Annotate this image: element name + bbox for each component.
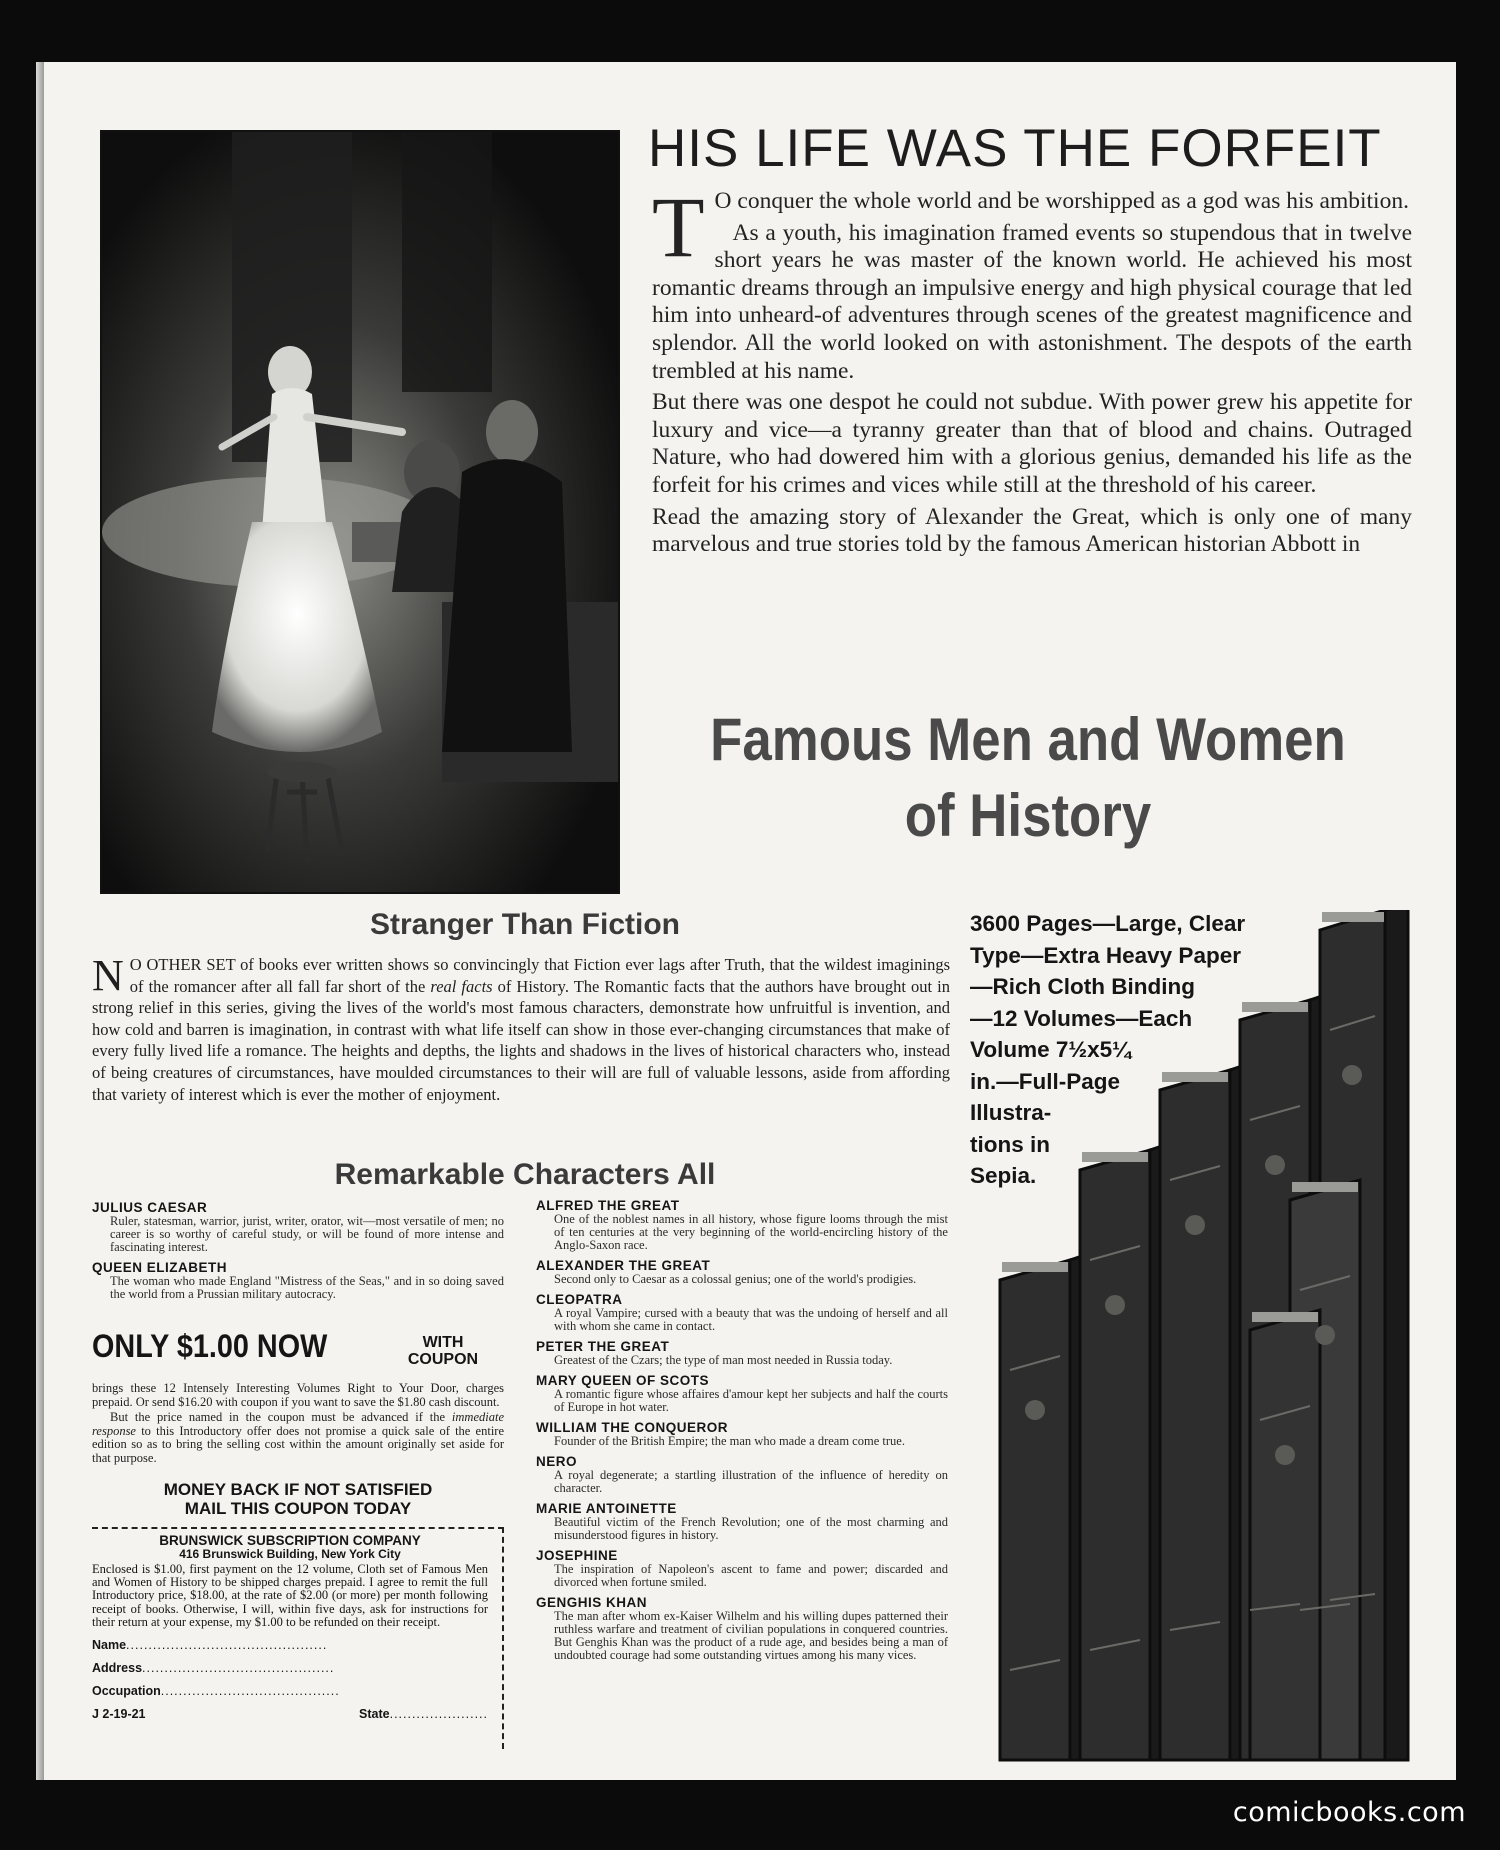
character-name: MARIE ANTOINETTE bbox=[536, 1501, 677, 1516]
intro-p1-text: O conquer the whole world and be worshipped as a god was his ambition. bbox=[714, 188, 1409, 214]
specs-line: Sepia. bbox=[970, 1163, 1037, 1188]
drop-cap: T bbox=[652, 179, 705, 275]
specs-line: —12 Volumes—Each bbox=[970, 1005, 1193, 1031]
state-field[interactable] bbox=[359, 1707, 488, 1721]
character-desc: The man after whom ex-Kaiser Wilhelm and his willing dupes patterned their ruthless warfare and treatment of civilian populations in conquered countries. But Genghis Khan was the product of a rude age, and besides being a man of undoubted courage had some outstanding virtues among his many vices. bbox=[554, 1609, 948, 1662]
intro-paragraph-2: As a youth, his imagination framed events so stupendous that in twelve short years he was master of the known world. He achieved his most romantic dreams through an impulsive energy and high physical courage that led him into unheard-of adventures through scenes of the greatest magnificence and splendor. All the world looked on with astonishment. The despots of the earth trembled at his name. bbox=[652, 219, 1412, 384]
intro-paragraph-3: But there was one despot he could not subdue. With power grew his appetite for luxury and vice—a tyranny greater than that of blood and chains. Outraged Nature, who had dowered him with a glorious genius, demanded his life as the forfeit for his crimes and vices while still at the threshold of his career. bbox=[652, 389, 1412, 498]
character-name: QUEEN ELIZABETH bbox=[92, 1260, 228, 1275]
character-entry bbox=[536, 1198, 948, 1252]
book-specifications bbox=[970, 908, 1320, 1192]
address-label: Address bbox=[92, 1661, 143, 1676]
occupation-dotted-line[interactable]: ........................................ bbox=[160, 1684, 340, 1699]
book-title-line-2: of History bbox=[904, 782, 1152, 849]
stranger-text-b: of History. The Romantic facts that the authors have brought out in strong relief in this series, giving the lives of the world's most famous characters, demonstrate how unfruitful is invention, and how cold and barren is imagination, in contrast with what life itself can show in those ever-changing circumstances that make of every fully lived life a romance. The heights and depths, the lights and shadows in the lives of historical characters who, instead of being creatures of circumstances, have moulded circumstances to their will are full of valuable lessons, aside from affording that variety of interest which is ever the mother of enjoyment. bbox=[92, 976, 950, 1104]
mail-coupon-text: MAIL THIS COUPON TODAY bbox=[184, 1499, 412, 1518]
character-entry bbox=[536, 1258, 948, 1286]
with-coupon-label bbox=[384, 1334, 502, 1368]
character-entry bbox=[536, 1339, 948, 1367]
offer-paragraph-1: brings these 12 Intensely Interesting Volumes Right to Your Door, charges prepaid. Or send $16.20 with coupon if you want to save the $1.80 cash discount. bbox=[92, 1381, 504, 1409]
characters-left-column bbox=[92, 1200, 504, 1307]
address-dotted-line[interactable]: ........................................... bbox=[142, 1661, 335, 1676]
intro-paragraph-4: Read the amazing story of Alexander the Great, which is only one of many marvelous and true stories told by the famous American historian Abbott in bbox=[652, 503, 1412, 558]
address-field[interactable] bbox=[92, 1661, 488, 1675]
stranger-text-em: real facts bbox=[430, 976, 493, 996]
stranger-than-fiction-text bbox=[92, 951, 950, 1105]
illustration-banquet-scene bbox=[100, 130, 620, 894]
specs-line: —Rich Cloth Binding bbox=[970, 974, 1195, 999]
money-back-notice bbox=[92, 1480, 504, 1518]
character-entry bbox=[92, 1200, 504, 1254]
coupon-text: Enclosed is $1.00, first payment on the 12 volume, Cloth set of Famous Men and Women of History to be shipped charges prepaid. I agree to remit the full Introductory price, $18.00, at the rate of $2.00 (or more) per month following receipt of books. Otherwise, I will, within five days, ask for instructions for their return at your expense, my $1.00 to be refunded on their receipt. bbox=[92, 1562, 488, 1629]
character-name: NERO bbox=[536, 1454, 578, 1469]
specs-line: Type—Extra Heavy Paper bbox=[970, 942, 1241, 968]
character-desc: A royal Vampire; cursed with a beauty that was the undoing of herself and all with whom she came in contact. bbox=[554, 1306, 948, 1333]
character-entry bbox=[536, 1292, 948, 1333]
page-edge-left bbox=[36, 62, 44, 1780]
character-entry bbox=[536, 1548, 948, 1589]
specs-line: Illustra- bbox=[970, 1100, 1052, 1125]
order-coupon[interactable] bbox=[92, 1527, 504, 1749]
specs-line: Volume 7½x5¼ bbox=[970, 1037, 1131, 1062]
character-name: JULIUS CAESAR bbox=[92, 1200, 208, 1215]
character-desc: Greatest of the Czars; the type of man most needed in Russia today. bbox=[554, 1353, 893, 1367]
offer-text bbox=[92, 1382, 504, 1468]
intro-paragraph-1 bbox=[652, 179, 1412, 275]
book-title bbox=[694, 702, 1363, 854]
offer-p2em: immediate response bbox=[92, 1410, 504, 1438]
character-entry bbox=[536, 1420, 948, 1448]
money-back-text: MONEY BACK IF NOT SATISFIED bbox=[163, 1480, 433, 1499]
name-label: Name bbox=[92, 1638, 127, 1653]
stranger-than-fiction-heading: Stranger Than Fiction bbox=[369, 908, 681, 941]
specs-line: in.—Full-Page bbox=[970, 1068, 1121, 1094]
offer-paragraph-2 bbox=[92, 1411, 504, 1465]
characters-right-column bbox=[536, 1198, 948, 1668]
intro-text bbox=[652, 179, 1412, 559]
character-name: PETER THE GREAT bbox=[536, 1339, 670, 1354]
stranger-text-a: O OTHER SET of books ever written shows so convincingly that Fiction ever lags after Truth, that the wildest imaginings of the romancer after all fall far short of the bbox=[129, 955, 950, 996]
character-name: GENGHIS KHAN bbox=[536, 1595, 648, 1610]
offer-p2b: to this Introductory offer does not promise a quick sale of the entire edition so as to bring the selling cost within the amount originally set aside for that purpose. bbox=[92, 1423, 504, 1465]
character-name: WILLIAM THE CONQUEROR bbox=[536, 1420, 728, 1435]
character-entry bbox=[536, 1454, 948, 1495]
state-label: State bbox=[359, 1707, 390, 1722]
drop-cap: N bbox=[92, 951, 124, 1000]
character-name: MARY QUEEN OF SCOTS bbox=[536, 1373, 710, 1388]
with-label: WITH bbox=[422, 1334, 464, 1351]
character-entry bbox=[536, 1373, 948, 1414]
occupation-field[interactable] bbox=[92, 1684, 488, 1698]
character-name: CLEOPATRA bbox=[536, 1292, 623, 1307]
company-address: 416 Brunswick Building, New York City bbox=[179, 1547, 401, 1561]
specs-line: 3600 Pages—Large, Clear bbox=[970, 911, 1246, 936]
coupon-label: COUPON bbox=[407, 1351, 479, 1368]
character-name: ALFRED THE GREAT bbox=[536, 1198, 680, 1213]
state-dotted-line[interactable]: ...................... bbox=[389, 1707, 488, 1722]
character-desc: Second only to Caesar as a colossal genius; one of the world's prodigies. bbox=[554, 1272, 917, 1286]
character-name: JOSEPHINE bbox=[536, 1548, 618, 1563]
character-desc: A royal degenerate; a startling illustration of the influence of heredity on character. bbox=[554, 1468, 948, 1495]
coupon-code: J 2-19-21 bbox=[92, 1707, 146, 1722]
character-entry bbox=[92, 1260, 504, 1301]
character-name: ALEXANDER THE GREAT bbox=[536, 1258, 711, 1273]
remarkable-characters-heading: Remarkable Characters All bbox=[334, 1158, 716, 1191]
character-desc: Founder of the British Empire; the man who made a dream come true. bbox=[554, 1434, 905, 1448]
name-field[interactable] bbox=[92, 1638, 488, 1652]
state-row[interactable] bbox=[92, 1707, 488, 1721]
headline: HIS LIFE WAS THE FORFEIT bbox=[648, 119, 1382, 178]
offer-p2a: But the price named in the coupon must be advanced if the bbox=[110, 1410, 452, 1425]
character-desc: The woman who made England "Mistress of the Seas," and in so doing saved the world from a Prussian military autocracy. bbox=[110, 1274, 504, 1301]
price-offer bbox=[92, 1328, 504, 1384]
character-entry bbox=[536, 1595, 948, 1662]
company-name: BRUNSWICK SUBSCRIPTION COMPANY bbox=[159, 1533, 421, 1548]
specs-line: tions in bbox=[970, 1131, 1050, 1157]
book-title-line-1: Famous Men and Women bbox=[710, 706, 1346, 773]
character-desc: One of the noblest names in all history, whose figure looms through the mist of ten centuries at the very beginning of the world-encircling history of the Anglo-Saxon race. bbox=[554, 1212, 948, 1252]
character-desc: Beautiful victim of the French Revolution; one of the most charming and misunderstood figures in history. bbox=[554, 1515, 948, 1542]
name-dotted-line[interactable]: ............................................. bbox=[126, 1638, 328, 1653]
character-desc: Ruler, statesman, warrior, jurist, writer, orator, wit—most versatile of men; no career is so worthy of careful study, or will be found of more intense and fascinating interest. bbox=[110, 1214, 504, 1254]
price-text: ONLY $1.00 NOW bbox=[92, 1328, 328, 1364]
site-watermark: comicbooks.com bbox=[1232, 1797, 1466, 1828]
occupation-label: Occupation bbox=[92, 1684, 161, 1699]
character-desc: A romantic figure whose affaires d'amour kept her subjects and half the courts of Europe in hot water. bbox=[554, 1387, 948, 1414]
character-entry bbox=[536, 1501, 948, 1542]
character-desc: The inspiration of Napoleon's ascent to fame and power; discarded and divorced when fortune smiled. bbox=[554, 1562, 948, 1589]
